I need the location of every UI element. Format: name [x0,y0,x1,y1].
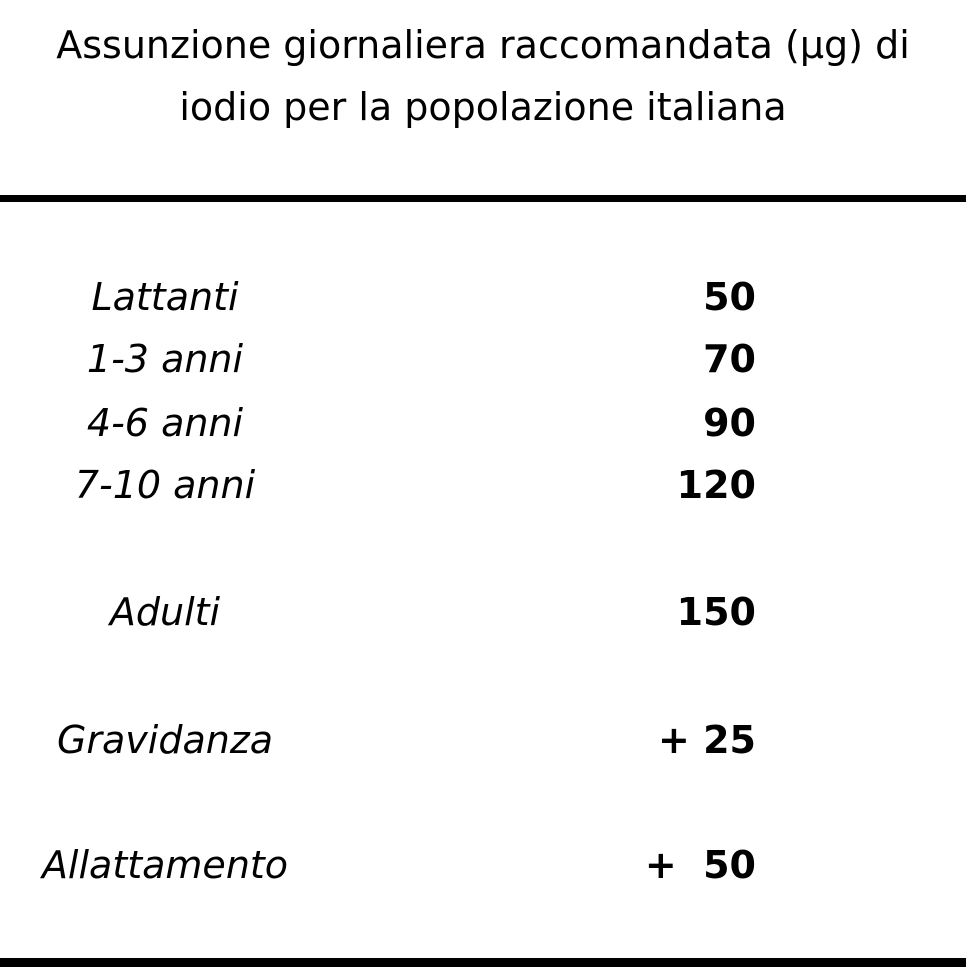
row-value: 70 [703,337,756,381]
table-row [0,718,966,762]
top-divider [0,195,966,202]
row-value: + 50 [644,843,756,887]
page-title: Assunzione giornaliera raccomandata (µg) di [56,23,910,67]
row-label: 1-3 anni [86,337,244,381]
row-label: 7-10 anni [74,463,256,507]
row-label: 4-6 anni [86,401,244,445]
bottom-divider [0,958,966,967]
row-label: Gravidanza [56,718,274,762]
row-value: 150 [676,590,756,634]
table-row [0,275,966,319]
row-label: Allattamento [41,843,289,887]
table-row [0,463,966,507]
page-subtitle: iodio per la popolazione italiana [179,85,787,129]
row-label: Adulti [109,590,221,634]
table-row [0,401,966,445]
table-row [0,337,966,381]
row-value: + 25 [658,718,756,762]
row-value: 120 [676,463,756,507]
row-value: 50 [703,275,756,319]
row-label: Lattanti [91,275,239,319]
table-row [0,590,966,634]
table-row [0,843,966,887]
row-value: 90 [703,401,756,445]
